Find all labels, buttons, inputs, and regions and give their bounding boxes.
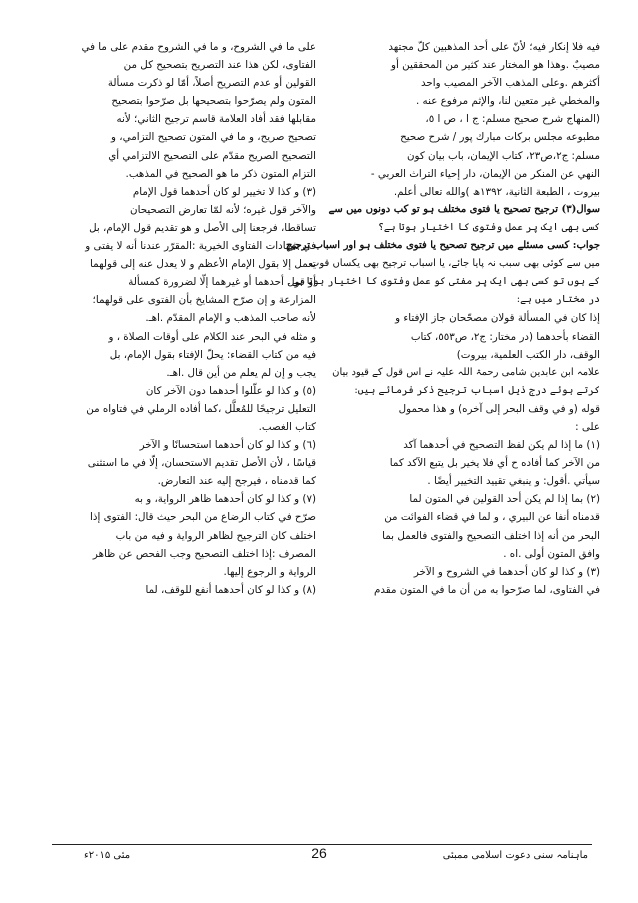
text-line: على :	[575, 420, 600, 433]
text-line: (٨) و كذا لو كان أحدهما أنفع للوقف، لما	[145, 583, 316, 596]
text-line: إذا كان في المسألة قولان مصحّحان جاز الإفتاء و	[395, 312, 600, 325]
text-line: اختلف كان الترجيح لظاهر الرواية و فيه من باب	[115, 529, 316, 542]
text-line: أكثرهم .وعلى المذهب الآخر المصيب واحد	[421, 77, 600, 90]
page-number: 26	[311, 845, 327, 861]
text-line: جواب: کسی مسئلے میں ترجیح تصحیح یا فتوی مختلف ہو اور اسباب ترجیح	[286, 240, 600, 252]
text-line: علامہ ابن عابدین شامی رحمۃ اللہ علیہ نے اس قول کے قیود بیان	[332, 366, 600, 378]
text-line: (المنهاج شرح صحيح مسلم: ج ا ، ص ا ٥،	[425, 113, 600, 126]
text-line: (٢) بما إذا لم يكن أحد القولين في المتون لما	[409, 493, 600, 506]
text-line: در مختار میں ہے:	[516, 294, 600, 306]
text-line: کے ہوں تو کسی بھی ایک پر مفتی کو عمل وفتوی کا اختیار ہوتا ہے۔	[285, 276, 600, 288]
text-line: (٦) و كذا لو كان أحدهما استحسانًا و الآخر	[139, 439, 316, 452]
text-line: على ما في الشروح، و ما في الشروح مقدم على ما في	[81, 41, 316, 53]
text-line: المزارعة و إن صرّح المشايخ بأن الفتوى على قولهما؛	[92, 294, 316, 307]
text-line: کسی بھی ایک پر عمل وفتوی کا اختیار ہوتا ہے؟	[378, 221, 600, 233]
text-line: (٣) و كذا لا تخيير لو كان أحدهما قول الإمام	[132, 185, 316, 198]
text-line: میں سے کوئی بھی سبب نہ پایا جائے، یا اسباب ترجیح بھی یکساں قوت	[309, 258, 600, 270]
text-line: القضاء بأحدهما (در مختار: ج٢، ص٥٥٣، كتاب	[410, 330, 600, 343]
text-line: فيه من كتاب القضاء: يحلّ الإفتاء بقول الإمام، بل	[109, 348, 316, 361]
text-line: من الآخر كما أفاده ح أي فلا يخير بل يتبع الآكد كما	[389, 457, 600, 470]
text-line: النهي عن المنكر من الإيمان، دار إحياء التراث العربي -	[370, 167, 600, 180]
text-line: القولين أو عدم التصريح أصلاً، أمّا لو ذكرت مسألة	[107, 77, 316, 90]
text-line: (٥) و كذا لو علّلوا أحدهما دون الآخر كان	[145, 384, 316, 397]
text-line: تساقطا، فرجعنا إلى الأصل و هو تقديم قول الإمام، بل	[89, 221, 316, 234]
text-line: الرواية و الرجوع إليها.	[223, 565, 316, 578]
text-line: يعمل إلا بقول الإمام الأعظم و لا يعدل عنه إلى قولهما	[90, 258, 316, 271]
text-line: بيروت ، الطبعة الثانية، ١٣٩٢ھ )والله تعالى أعلم.	[393, 185, 600, 198]
text-line: صرّح في كتاب الرضاع من البحر حيث قال: الفتوى إذا	[90, 511, 316, 524]
text-line: قياسًا ، لأن الأصل تقديم الاستحسان، إلّا في ما استثنى	[87, 457, 316, 470]
text-line: كتاب الغصب.	[258, 420, 316, 433]
text-line: التزام المتون ذكر ما هو الصحيح في المذهب.	[125, 167, 316, 180]
text-line: سيأتي .أقول: و ينبغي تقييد التخيير أيضًا .	[427, 475, 600, 488]
text-line: قدمناه أنفا عن البيري ، و لما في قضاء الفوائت من	[384, 511, 600, 524]
text-line: مقابلها فقد أفاد العلامة قاسم ترجيح الثاني؛ لأنه	[116, 113, 316, 126]
text-line: والمخطي غير متعين لنا، والإثم مرفوع عنه .	[416, 95, 600, 108]
text-line: المصرف :إذا اختلف التصحيح وجب الفحص عن ظاهر	[92, 547, 316, 560]
text-line: كما قدمناه ، فيرجح إليه عند التعارض.	[157, 475, 316, 488]
text-line: التعليل ترجيحًا للمُعلَّل ،كما أفاده الرملي في فتاواه من	[86, 402, 316, 415]
text-line: کرتے ہوئے درج ذیل اسباب ترجیح ذکر فرمائے ہیں:	[354, 384, 600, 396]
text-line: مصيبٌ .وهذا هو المختار عند كثير من المحققين أو	[391, 59, 600, 72]
footer-magazine-title: ماہنامہ سنی دعوت اسلامی ممبئی	[442, 850, 588, 861]
text-line: فيه فلا إنكار فيه؛ لأنّ على أحد المذهبين كلّ مجتهد	[388, 41, 600, 53]
text-line: وافق المتون أولى .اه .	[503, 547, 600, 560]
text-line: مسلم: ج٢،ص٢٣، كتاب الإيمان، باب بيان كون	[407, 149, 600, 162]
text-line: في شهادات الفتاوى الخيرية :المقرّر عندنا أنه لا يفتى و	[85, 240, 316, 253]
text-line: يجب و إن لم يعلم من أين قال .اهـ.	[166, 366, 316, 379]
footer-issue-date: مئی ۲۰۱۵ء	[84, 850, 131, 861]
text-line: (٧) و كذا لو كان أحدهما ظاهر الرواية، و به	[134, 493, 316, 506]
text-line: تصحيح صريح، و ما في المتون تصحيح التزامي، و	[111, 131, 316, 144]
left-text-column	[46, 38, 316, 599]
text-line: البحر من أنه إذا اختلف التصحيح والفتوى فالعمل بما	[382, 529, 600, 542]
text-line: و مثله في البحر عند الكلام على أوقات الصلاة ، و	[108, 330, 316, 343]
text-line: المتون ولم يصرّحوا بتصحيحها بل صرّحوا بتصحيح	[111, 95, 316, 108]
text-line: في الفتاوى، لما صرّحوا به من أن ما في المتون مقدم	[373, 583, 600, 596]
text-line: (١) ما إذا لم يكن لفظ التصحيح في أحدهما آكد	[403, 439, 600, 452]
text-line: التصحيح الصريح مقدّم على التصحيح الالتزامي أي	[108, 149, 316, 162]
text-line: قوله (و في وقف البحر إلى آخره) و هذا محمول	[398, 402, 600, 415]
text-line: الفتاوى، لكن هذا عند التصريح بتصحيح كل من	[123, 59, 316, 72]
text-line: أو قول أحدهما أو غيرهما إلّا لضرورة كمسألة	[128, 276, 316, 289]
text-line: (٣) و كذا لو كان أحدهما في الشروح و الآخر	[413, 565, 600, 578]
text-line: مطبوعه مجلس بركات مبارك پور / شرح صحيح	[400, 131, 600, 144]
text-line: والآخر قول غيره؛ لأنه لمّا تعارض التصحيحان	[130, 203, 316, 216]
text-line: لأنه صاحب المذهب و الإمام المقدّم .اهـ.	[145, 312, 316, 325]
text-line: الوقف، دار الكتب العلمية، بيروت)	[456, 348, 600, 361]
text-line: سوال(٣) ترجیح تصحیح یا فتوی مختلف ہو تو کب دونوں میں سے	[328, 203, 600, 215]
